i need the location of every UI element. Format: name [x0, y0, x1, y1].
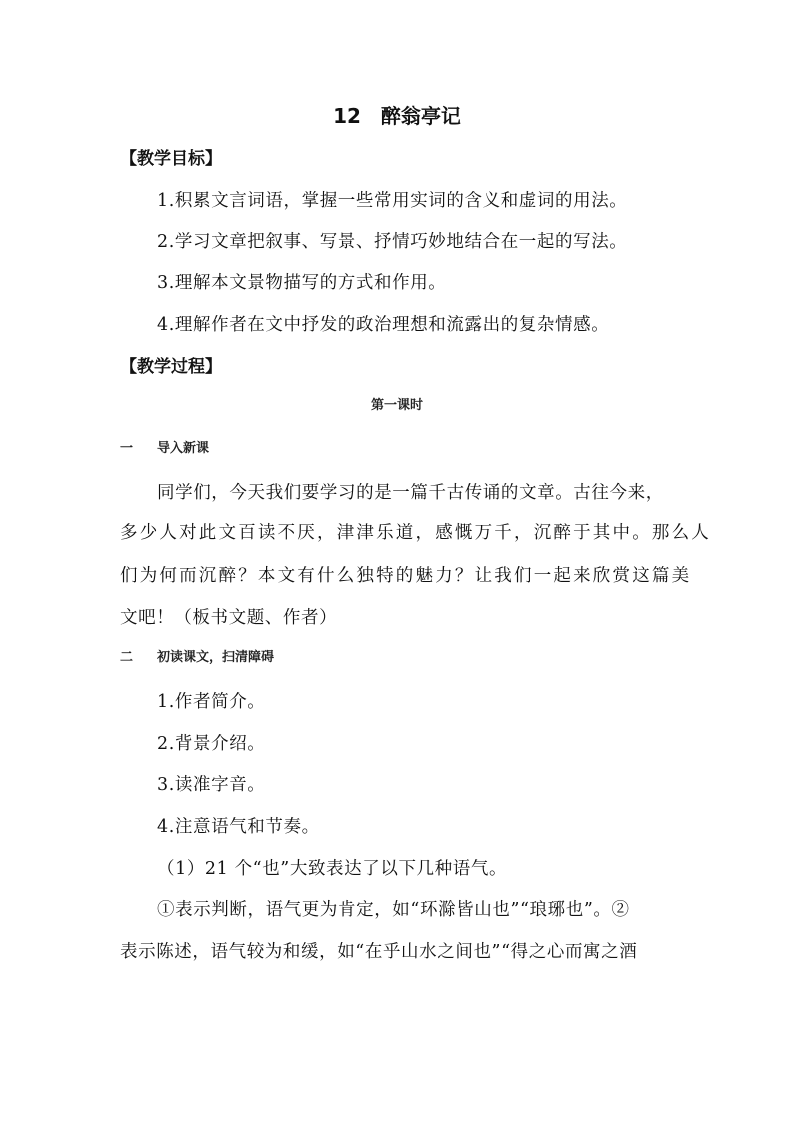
- part-number: 二: [120, 650, 134, 665]
- document-title: 12 醉翁亭记: [333, 104, 461, 128]
- paragraph-line: 文吧！（板书文题、作者）: [120, 608, 338, 628]
- part-number: 一: [120, 441, 134, 456]
- part-heading: [120, 651, 274, 664]
- list-item: 1.作者简介。: [157, 692, 266, 712]
- paragraph-line: 同学们，今天我们要学习的是一篇千古传诵的文章。古往今来，: [157, 483, 664, 503]
- section-heading-process: 【教学过程】: [120, 357, 222, 377]
- goal-item: 2.学习文章把叙事、写景、抒情巧妙地结合在一起的写法。: [157, 232, 628, 252]
- part-title: 初读课文，扫清障碍: [157, 650, 275, 665]
- part-heading: [120, 442, 209, 455]
- part-title: 导入新课: [157, 441, 210, 456]
- paragraph-line: 们为何而沉醉？本文有什么独特的魅力？让我们一起来欣赏这篇美: [120, 566, 692, 586]
- section-heading-goals: 【教学目标】: [120, 149, 222, 169]
- list-item: 2.背景介绍。: [157, 734, 266, 754]
- list-item: 4.注意语气和节奏。: [157, 817, 320, 837]
- sub-item: （1）21 个“也”大致表达了以下几种语气。: [157, 859, 508, 879]
- paragraph-line: ①表示判断，语气更为肯定，如“环滁皆山也”“琅琊也”。②: [157, 900, 630, 920]
- goal-item: 3.理解本文景物描写的方式和作用。: [157, 273, 447, 293]
- paragraph-line: 表示陈述，语气较为和缓，如“在乎山水之间也”“得之心而寓之酒: [120, 942, 638, 962]
- list-item: 3.读准字音。: [157, 775, 266, 795]
- lesson-label: 第一课时: [370, 398, 423, 413]
- goal-item: 4.理解作者在文中抒发的政治理想和流露出的复杂情感。: [157, 315, 610, 335]
- paragraph-line: 多少人对此文百读不厌，津津乐道，感慨万千，沉醉于其中。那么人: [120, 523, 711, 543]
- goal-item: 1.积累文言词语，掌握一些常用实词的含义和虚词的用法。: [157, 191, 628, 211]
